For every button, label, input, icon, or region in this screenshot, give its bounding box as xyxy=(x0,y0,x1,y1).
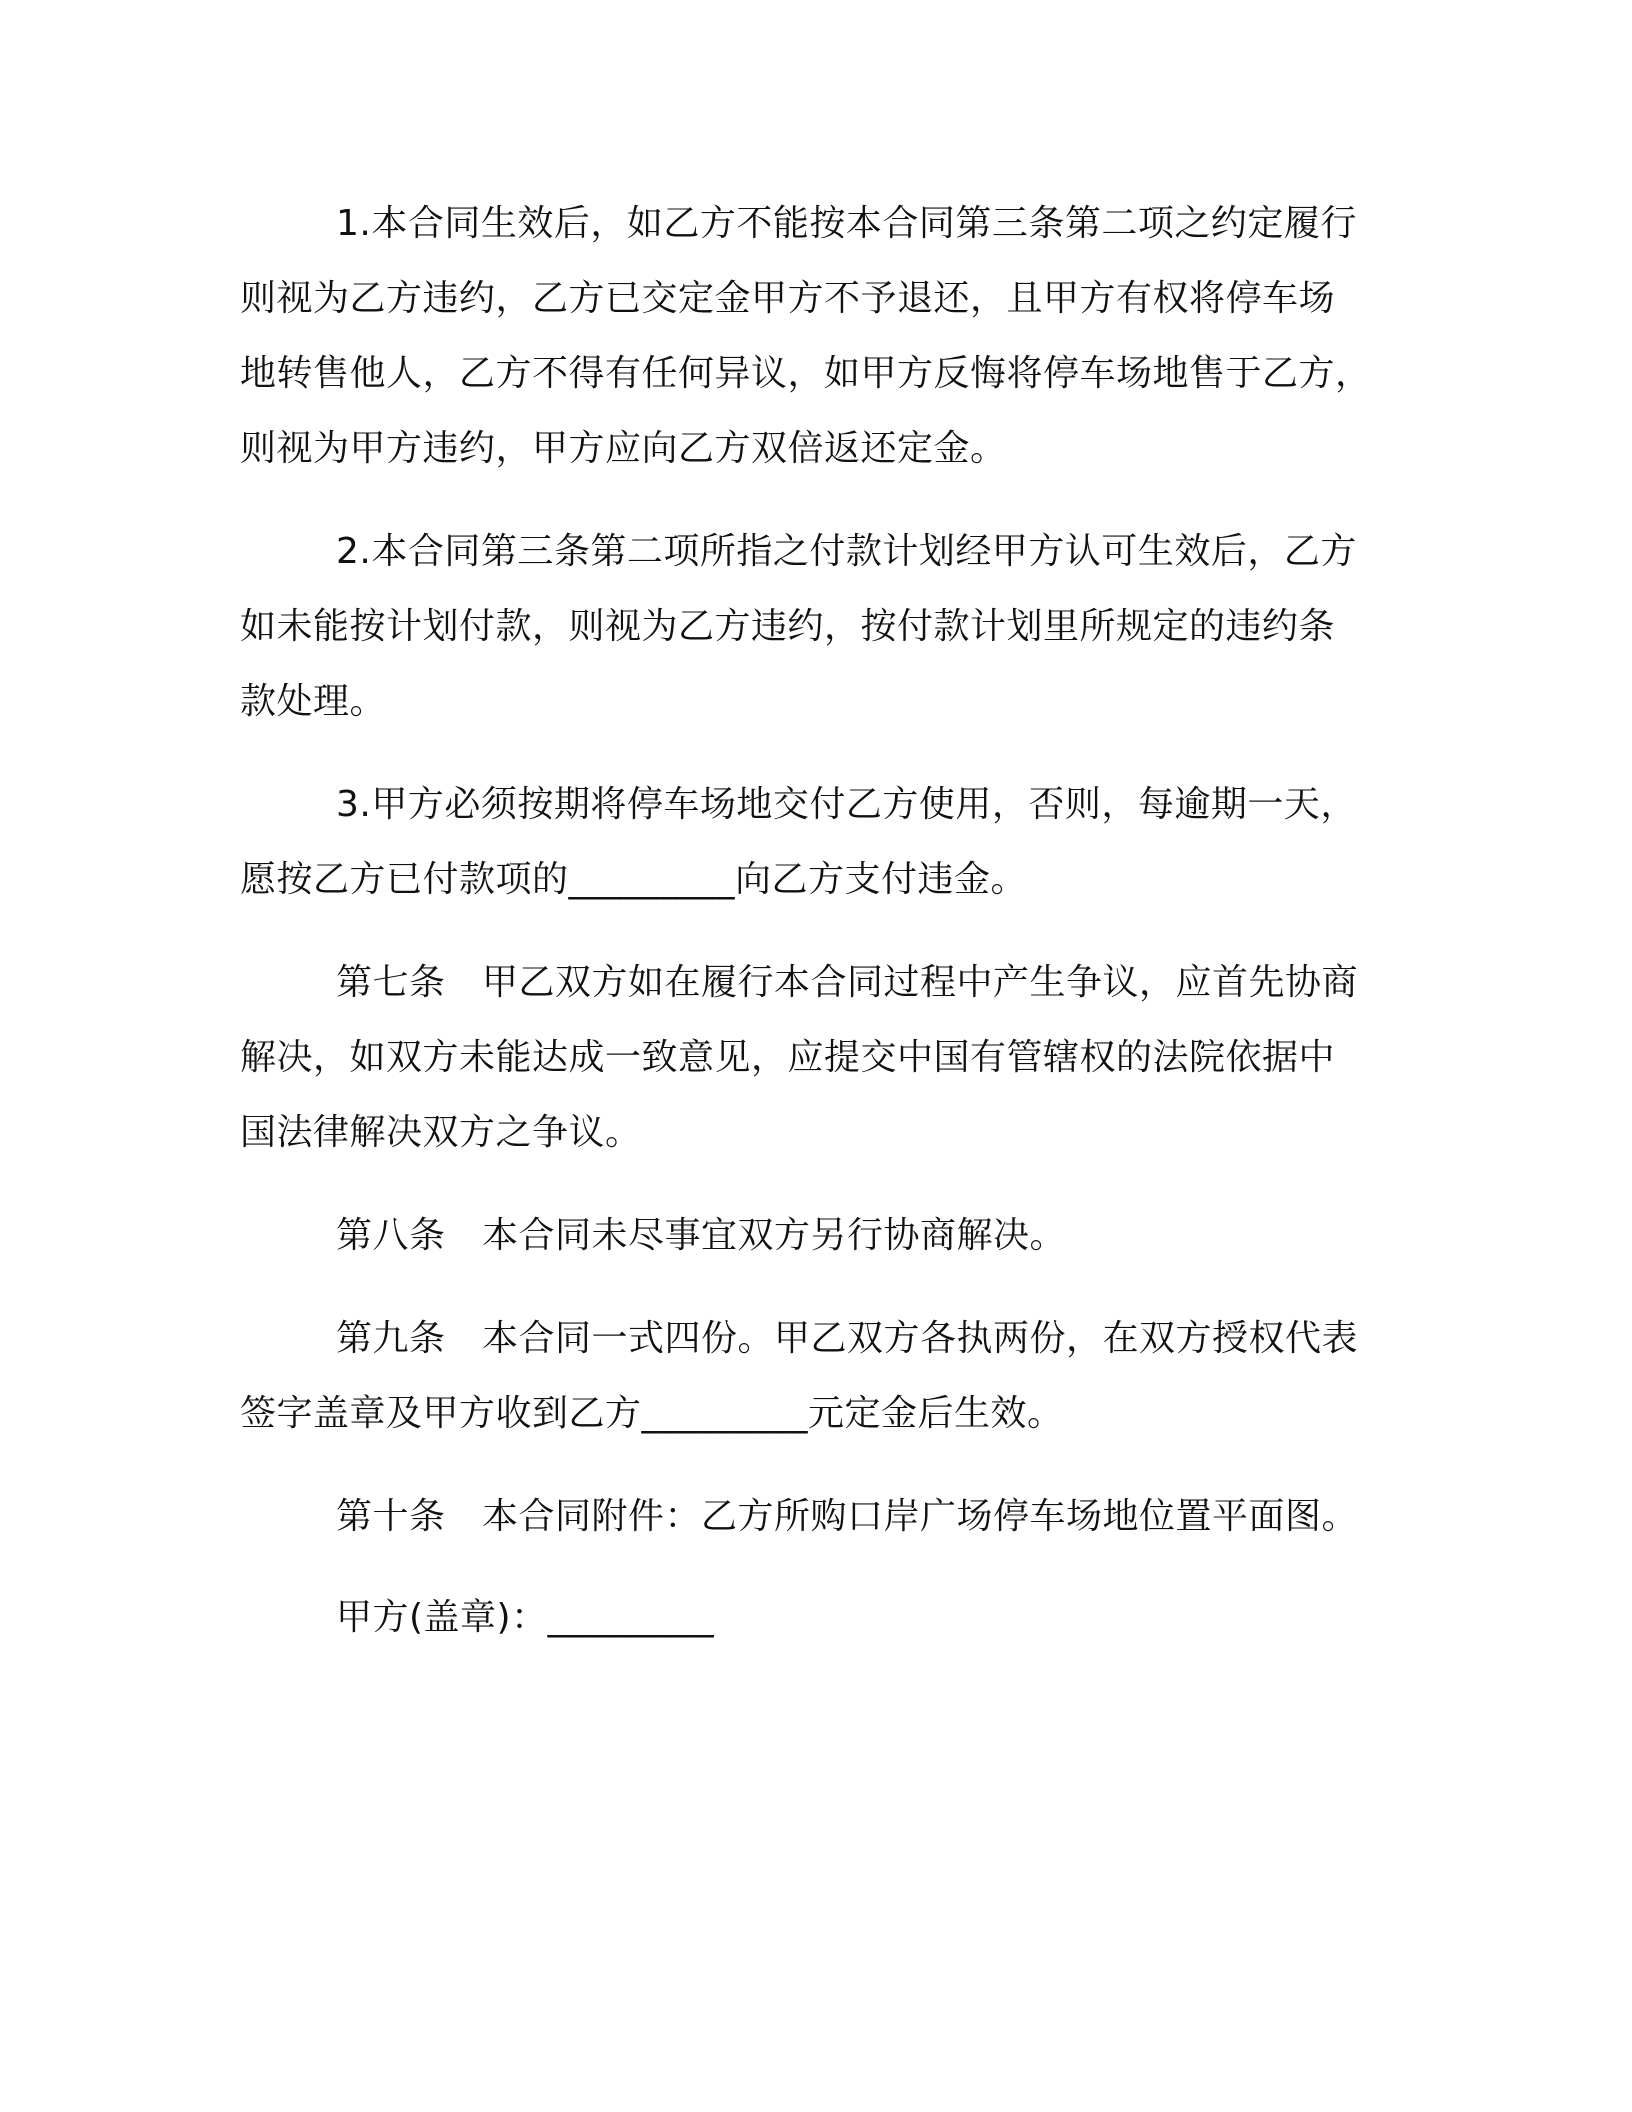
paragraph-line: 2.本合同第三条第二项所指之付款计划经甲方认可生效后，乙方 xyxy=(336,531,1357,572)
spacer xyxy=(240,486,1390,514)
paragraph-2 xyxy=(240,514,1390,739)
paragraph-line: 国法律解决双方之争议。 xyxy=(240,1112,642,1153)
party-a-signature-line xyxy=(240,1580,1390,1655)
spacer xyxy=(240,917,1390,945)
party-a-signature-label: 甲方(盖章)：_________ xyxy=(336,1597,715,1638)
spacer xyxy=(240,1451,1390,1479)
article-10 xyxy=(240,1479,1390,1554)
article-9 xyxy=(240,1301,1390,1451)
paragraph-line: 则视为甲方违约，甲方应向乙方双倍返还定金。 xyxy=(240,428,1007,469)
paragraph-line: 第九条 本合同一式四份。甲乙双方各执两份，在双方授权代表 xyxy=(336,1318,1359,1359)
spacer xyxy=(240,1273,1390,1301)
spacer xyxy=(240,739,1390,767)
article-8 xyxy=(240,1198,1390,1273)
spacer xyxy=(240,1170,1390,1198)
paragraph-line: 解决，如双方未能达成一致意见，应提交中国有管辖权的法院依据中 xyxy=(240,1037,1336,1078)
paragraph-line: 3.甲方必须按期将停车场地交付乙方使用，否则，每逾期一天， xyxy=(336,784,1357,825)
spacer xyxy=(240,1554,1390,1580)
document-body xyxy=(240,186,1390,1655)
paragraph-line: 地转售他人，乙方不得有任何异议，如甲方反悔将停车场地售于乙方， xyxy=(240,353,1372,394)
paragraph-3 xyxy=(240,767,1390,917)
paragraph-line: 如未能按计划付款，则视为乙方违约，按付款计划里所规定的违约条 xyxy=(240,606,1336,647)
paragraph-1 xyxy=(240,186,1390,486)
paragraph-line: 1.本合同生效后，如乙方不能按本合同第三条第二项之约定履行 xyxy=(336,203,1357,244)
paragraph-line: 则视为乙方违约，乙方已交定金甲方不予退还，且甲方有权将停车场 xyxy=(240,278,1336,319)
paragraph-line: 愿按乙方已付款项的_________向乙方支付违金。 xyxy=(240,859,1028,900)
paragraph-line: 第十条 本合同附件：乙方所购口岸广场停车场地位置平面图。 xyxy=(336,1496,1359,1537)
paragraph-line: 款处理。 xyxy=(240,681,387,722)
paragraph-line: 第七条 甲乙双方如在履行本合同过程中产生争议，应首先协商 xyxy=(336,962,1359,1003)
paragraph-line: 第八条 本合同未尽事宜双方另行协商解决。 xyxy=(336,1215,1067,1256)
paragraph-line: 签字盖章及甲方收到乙方_________元定金后生效。 xyxy=(240,1393,1064,1434)
article-7 xyxy=(240,945,1390,1170)
